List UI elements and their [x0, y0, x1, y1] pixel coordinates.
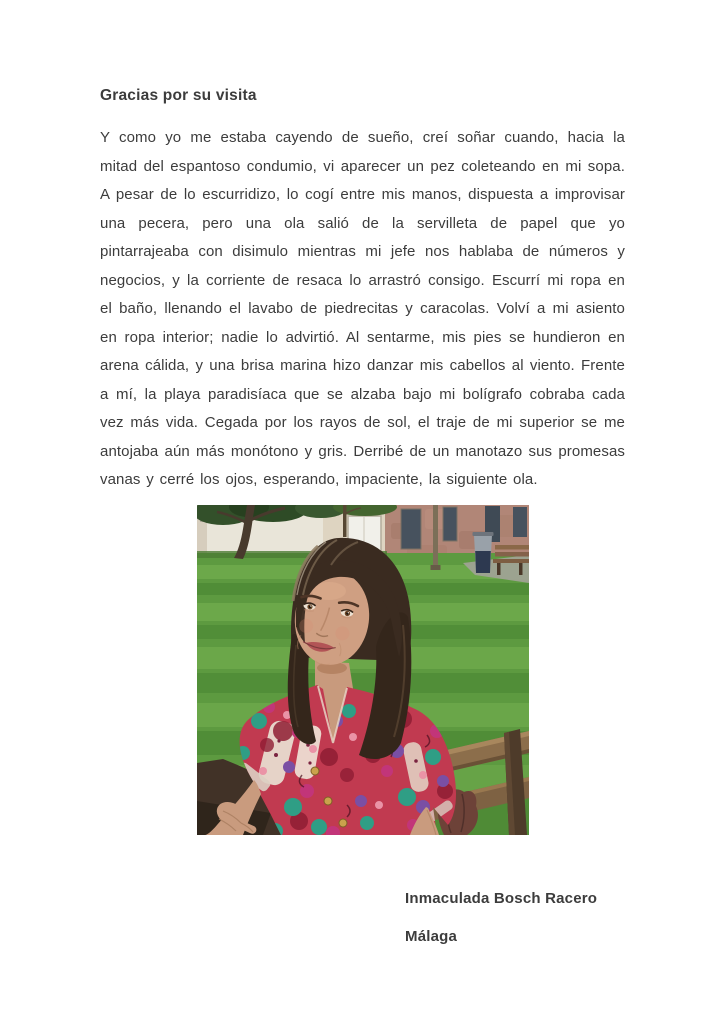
window	[401, 509, 421, 549]
author-city: Málaga	[405, 927, 458, 945]
window	[513, 507, 527, 537]
portrait-photo	[197, 505, 529, 835]
document-page	[0, 86, 724, 1024]
lamppost	[433, 505, 438, 569]
author-name: Inmaculada Bosch Racero	[405, 889, 598, 907]
body-paragraph: Y como yo me estaba cayendo de sueño, creí soñar cuando, hacia la mitad del espantoso condumio, vi aparecer un pez coleteando en mi sopa. A pesar de lo escurridizo, lo cogí entre mis manos, dispuesta a improvisar una pecera, pero una ola salió de la servilleta de papel que yo pintarrajeaba con disimulo mientras mi jefe nos hablaba de números y negocios, y la corriente de resaca lo arrastró consigo. Escurrí mi ropa en el baño, llenando el lavabo de piedrecitas y caracolas. Volví a mi asiento en ropa interior; nadie lo advirtió. Al sentarme, mis pies se hundieron en arena cálida, y una brisa marina hizo danzar mis cabellos al viento. Frente a mí, la playa paradisíaca que se alzaba bajo mi bolígrafo cobraba cada vez más vida. Cegada por los rayos de sol, el traje de mi superior se me antojaba aún más monótono y gris. Derribé de un manotazo sus promesas vanas y cerré los ojos, esperando, impaciente, la siguiente ola.	[100, 129, 625, 488]
window	[443, 507, 457, 541]
page-title: Gracias por su visita	[100, 87, 257, 104]
button	[324, 797, 332, 805]
button	[339, 819, 347, 827]
author-block	[405, 889, 625, 947]
button	[311, 767, 319, 775]
